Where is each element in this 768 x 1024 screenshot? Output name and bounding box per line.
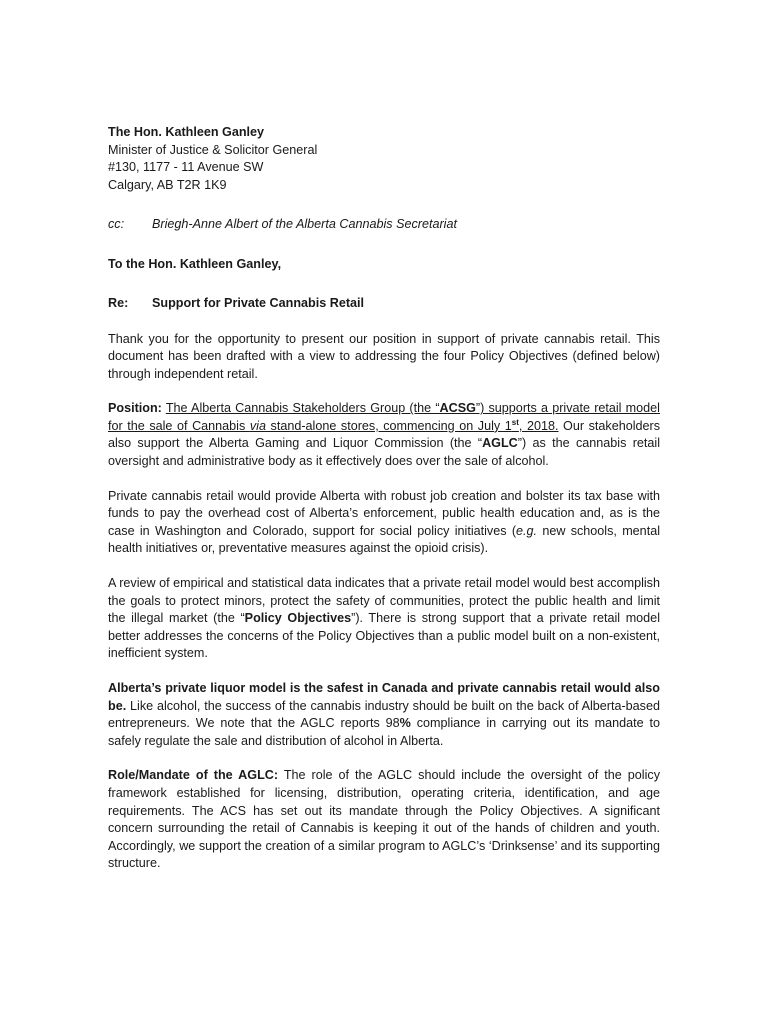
intro-paragraph: Thank you for the opportunity to present our position in support of private cannabis retail. This document has been drafted with a view to addressing the four Policy Objectives (defined below) through independent retail. — [108, 331, 660, 381]
date-suffix: st — [511, 417, 519, 427]
policy-objectives-term: Policy Objectives — [244, 611, 352, 626]
position-text-5: Our stakeholders also support the Alberta Gaming and Liquor Commission (the “ — [108, 418, 661, 451]
percent-sign: % — [399, 716, 411, 731]
addressee-title: Minister of Justice & Solicitor General — [108, 142, 318, 157]
private-retail-text-2: new schools, mental health initiatives or, preventative measures against the opioid crisis). — [108, 523, 660, 556]
role-text: The role of the AGLC should include the oversight of the policy framework established for licensing, distribution, operating criteria, identification, and age requirements. The ACS has set out its mandate through the Policy Objectives. A significant concern surrounding the retail of Cannabis is keeping it out of the hands of children and youth. Accordingly, we support the creation of a similar program to AGLC’s ‘Drinksense’ and its supporting structure. — [108, 768, 660, 871]
liquor-text-1: Like alcohol, the success of the cannabis industry should be built on the back of Alberta-based entrepreneurs. We note that the AGLC reports 98 — [108, 698, 660, 731]
addressee-city: Calgary, AB T2R 1K9 — [108, 177, 227, 192]
greeting: To the Hon. Kathleen Ganley, — [108, 256, 282, 271]
addressee-name: The Hon. Kathleen Ganley — [108, 125, 265, 139]
liquor-heading: Alberta’s private liquor model is the safest in Canada and private cannabis retail would also be. — [108, 681, 660, 713]
liquor-paragraph — [108, 680, 660, 750]
position-text-2: ”) supports a private retail model for the sale of Cannabis — [108, 401, 660, 433]
aglc-term: AGLC — [482, 436, 518, 451]
re-line — [108, 295, 660, 313]
cc-label: cc: — [108, 217, 125, 231]
position-text-3: stand-alone stores, commencing on July 1 — [265, 418, 512, 433]
position-label: Position: — [108, 401, 162, 416]
acsg-term: ACSG — [439, 401, 476, 416]
role-paragraph — [108, 767, 660, 873]
re-value: Support for Private Cannabis Retail — [152, 296, 365, 310]
role-heading: Role/Mandate of the AGLC: — [108, 768, 279, 783]
via-term: via — [249, 418, 266, 433]
position-text-1: The Alberta Cannabis Stakeholders Group (the “ — [165, 401, 440, 416]
private-retail-paragraph — [108, 488, 660, 558]
cc-value: Briegh-Anne Albert of the Alberta Cannabis Secretariat — [152, 217, 457, 231]
re-label: Re: — [108, 296, 129, 310]
addressee-block — [108, 124, 660, 194]
position-text-6: ”) as the cannabis retail oversight and administrative body as it effectively does over the sale of alcohol. — [108, 436, 660, 469]
position-text-4: , 2018. — [518, 418, 559, 433]
review-paragraph — [108, 575, 660, 663]
addressee-street: #130, 1177 - 11 Avenue SW — [108, 160, 264, 174]
cc-line — [108, 216, 660, 234]
position-paragraph — [108, 400, 660, 470]
review-text-1: A review of empirical and statistical data indicates that a private retail model would best accomplish the goals to protect minors, protect the safety of communities, protect the public health and limit the illegal market (the “ — [108, 576, 660, 626]
private-retail-text-1: Private cannabis retail would provide Alberta with robust job creation and bolster its tax base with funds to pay the overhead cost of Alberta’s enforcement, public health education and, as is the case in Washington and Colorado, support for social policy initiatives ( — [108, 488, 660, 538]
liquor-text-2: compliance in carrying out its mandate to safely regulate the sale and distribution of alcohol in Alberta. — [108, 716, 660, 748]
letter-page — [108, 124, 660, 873]
review-text-2: ”). There is strong support that a private retail model better addresses the concerns of the Policy Objectives than a public model built on a non-existent, inefficient system. — [108, 611, 660, 661]
eg-term: e.g. — [516, 523, 538, 538]
